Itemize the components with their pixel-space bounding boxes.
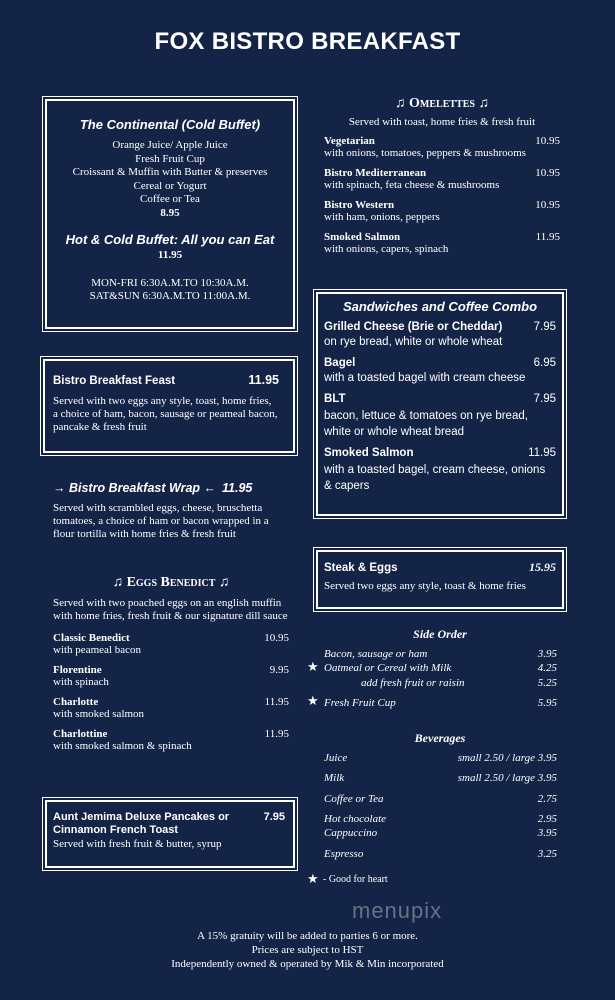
sandwich-item-desc: bacon, lettuce & tomatoes on rye bread, white or whole wheat bread [324, 410, 528, 438]
side-order-price: 5.95 [537, 697, 557, 709]
wrap-name: → Bistro Breakfast Wrap ← [53, 481, 217, 495]
omelette-item-desc: with onions, tomatoes, peppers & mushrooms [324, 147, 526, 159]
good-for-heart-star-icon: ★ [307, 693, 319, 708]
steak-box [316, 550, 564, 609]
continental-item: Cereal or Yogurt [133, 179, 207, 192]
side-order-label: Bacon, sausage or ham [324, 648, 428, 660]
side-order-label: Fresh Fruit Cup [324, 697, 396, 709]
wrap-desc: Served with scrambled eggs, cheese, bruschetta tomatoes, a choice of ham or bacon wrapped in a flour tortilla with home fries & fresh fruit [53, 502, 269, 540]
omelette-item-name: Bistro Mediterranean [324, 167, 427, 179]
steak-name: Steak & Eggs [324, 562, 398, 574]
benedict-item-name: Florentine [53, 664, 102, 676]
omelettes-desc: Served with toast, home fries & fresh fruit [348, 116, 536, 128]
feast-box [43, 359, 295, 453]
hot-cold-price: 11.95 [157, 249, 183, 261]
benedict-item-price: 11.95 [264, 728, 289, 740]
legend-star-icon: ★ [307, 871, 319, 886]
omelettes-section [324, 96, 560, 256]
side-order-price: 3.95 [537, 648, 557, 660]
good-for-heart-star-icon: ★ [307, 659, 319, 674]
benedict-item-price: 9.95 [269, 664, 289, 676]
beverage-label: Juice [324, 752, 348, 764]
benedict-item-name: Classic Benedict [53, 632, 130, 644]
benedict-heading: ♫ Eggs Benedict ♫ [112, 575, 230, 590]
continental-item: Fresh Fruit Cup [135, 152, 205, 165]
omelette-item-name: Bistro Western [324, 199, 395, 211]
benedict-item-desc: with smoked salmon & spinach [53, 740, 192, 752]
wrap-price: 11.95 [222, 481, 253, 495]
omelette-item-desc: with onions, capers, spinach [324, 243, 449, 255]
sandwich-item-name: Smoked Salmon [324, 447, 414, 459]
pancakes-name-line1: Aunt Jemima Deluxe Pancakes or [53, 811, 230, 823]
wrap-section [53, 481, 291, 541]
sandwich-item-name: Grilled Cheese (Brie or Cheddar) [324, 321, 503, 333]
side-order-label: Oatmeal or Cereal with Milk [324, 662, 452, 674]
omelette-item-price: 10.95 [535, 199, 560, 211]
beverage-label: Cappuccino [324, 827, 378, 839]
sandwich-item-price: 6.95 [533, 357, 556, 369]
sandwiches-box [316, 292, 564, 516]
footer-gratuity: A 15% gratuity will be added to parties 6 or more. [197, 930, 418, 942]
benedict-item-price: 10.95 [264, 632, 289, 644]
beverage-label: Espresso [324, 848, 364, 860]
omelettes-heading: ♫ Omelettes ♫ [395, 96, 489, 111]
omelette-item-name: Vegetarian [324, 135, 375, 147]
continental-item: Orange Juice/ Apple Juice [112, 139, 228, 151]
sandwich-item-desc: on rye bread, white or whole wheat [324, 336, 503, 348]
sandwich-item-desc: with a toasted bagel with cream cheese [324, 372, 526, 384]
beverage-label: Hot chocolate [324, 813, 387, 825]
sandwich-item-price: 7.95 [533, 393, 556, 405]
benedict-item-desc: with spinach [53, 676, 109, 688]
steak-price: 15.95 [529, 560, 556, 574]
beverage-label: Coffee or Tea [324, 793, 384, 805]
beverage-price: 3.25 [537, 848, 557, 860]
sandwich-item-desc: with a toasted bagel, cream cheese, onions & capers [324, 464, 546, 492]
omelette-item-price: 11.95 [535, 231, 560, 243]
omelette-item-name: Smoked Salmon [324, 231, 401, 243]
benedict-section [53, 575, 289, 753]
feast-price: 11.95 [248, 373, 279, 387]
footer-tax: Prices are subject to HST [251, 944, 364, 956]
hours-weekday: MON-FRI 6:30A.M.TO 10:30A.M. [91, 276, 249, 289]
beverage-label: Milk [324, 772, 345, 784]
side-order-price: 4.25 [537, 662, 557, 674]
beverage-price: 3.95 [537, 827, 557, 839]
side-order-label: add fresh fruit or raisin [361, 677, 465, 689]
continental-item: Coffee or Tea [140, 193, 200, 205]
sandwich-item-price: 7.95 [533, 321, 556, 333]
omelette-item-price: 10.95 [535, 135, 560, 147]
continental-item: Croissant & Muffin with Butter & preserves [72, 166, 268, 178]
side-order-price: 5.25 [537, 677, 557, 689]
beverage-price: 2.95 [537, 813, 557, 825]
hours-weekend: SAT&SUN 6:30A.M.TO 11:00A.M. [89, 290, 251, 302]
menupix-watermark: menupix [352, 898, 443, 923]
omelette-item-price: 10.95 [535, 167, 560, 179]
menu-title: FOX BISTRO BREAKFAST [154, 28, 461, 55]
continental-price: 8.95 [160, 206, 180, 219]
sandwich-item-name: BLT [324, 393, 346, 405]
pancakes-price: 7.95 [263, 811, 285, 823]
beverage-price: small 2.50 / large 3.95 [457, 752, 557, 764]
continental-box [45, 99, 295, 329]
beverages-heading: Beverages [414, 731, 466, 745]
side-order-heading: Side Order [413, 627, 467, 641]
legend-text: - Good for heart [323, 874, 388, 885]
pancakes-desc: Served with fresh fruit & butter, syrup [53, 838, 222, 850]
omelette-item-desc: with ham, onions, peppers [324, 211, 440, 223]
benedict-item-desc: with smoked salmon [53, 708, 145, 720]
continental-heading: The Continental (Cold Buffet) [79, 117, 261, 132]
beverage-price: small 2.50 / large 3.95 [457, 772, 557, 784]
beverage-price: 2.75 [537, 793, 557, 805]
benedict-item-desc: with peameal bacon [53, 644, 141, 656]
hot-cold-heading: Hot & Cold Buffet: All you can Eat [65, 232, 275, 247]
sandwich-item-price: 11.95 [528, 447, 556, 459]
omelette-item-desc: with spinach, feta cheese & mushrooms [324, 179, 500, 191]
footer-ownership: Independently owned & operated by Mik & Min incorporated [171, 958, 444, 970]
steak-desc: Served two eggs any style, toast & home fries [324, 580, 526, 592]
feast-desc: Served with two eggs any style, toast, home fries, a choice of ham, bacon, sausage or peameal bacon, pancake & fresh fruit [53, 395, 278, 433]
benedict-item-name: Charlotte [53, 696, 99, 708]
sandwich-item-name: Bagel [324, 357, 356, 369]
feast-name: Bistro Breakfast Feast [53, 375, 176, 387]
sandwiches-heading: Sandwiches and Coffee Combo [342, 299, 538, 314]
benedict-item-price: 11.95 [264, 696, 289, 708]
pancakes-name-line2: Cinnamon French Toast [53, 824, 179, 836]
benedict-desc: Served with two poached eggs on an english muffin with home fries, fresh fruit & our signature dill sauce [53, 597, 288, 622]
pancakes-box [45, 800, 295, 868]
benedict-item-name: Charlottine [53, 728, 108, 740]
